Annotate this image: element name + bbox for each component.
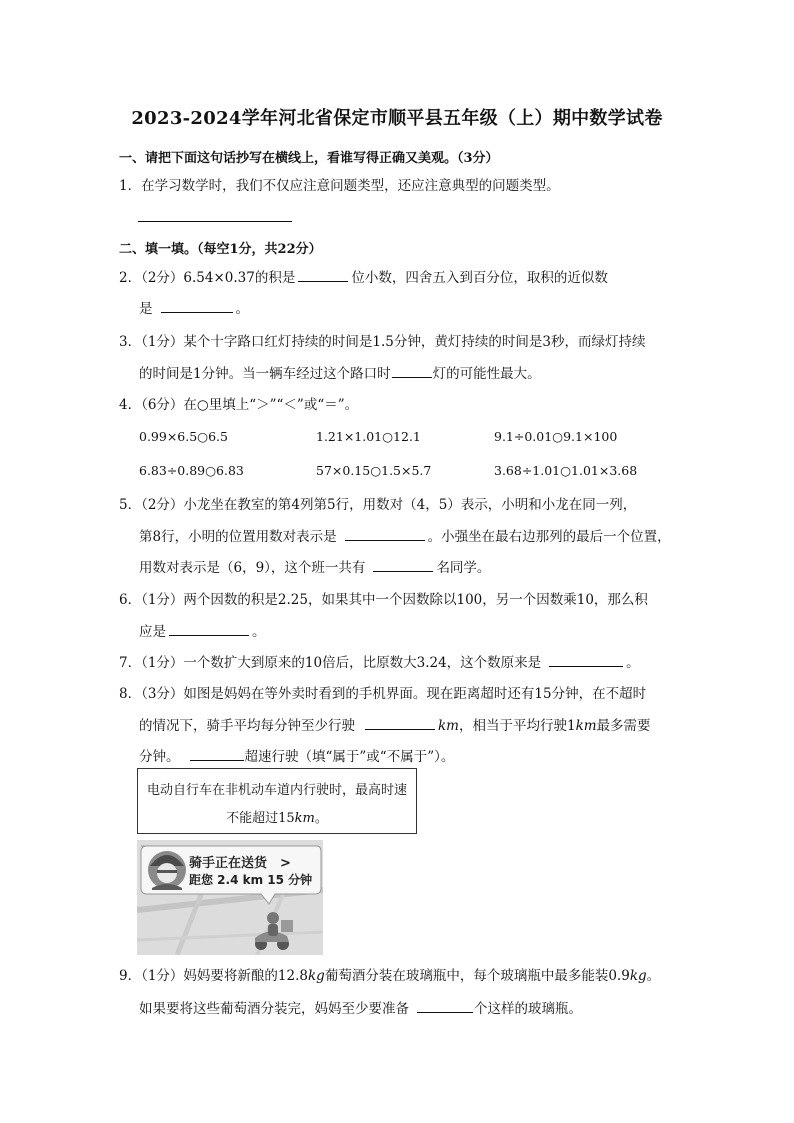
q9-text-e: 。 xyxy=(646,968,661,984)
notice-line-1: 电动自行车在非机动车道内行驶时，最高时速 xyxy=(146,783,407,798)
question-5-line-3 xyxy=(139,557,490,578)
q8-blank-2[interactable] xyxy=(190,746,244,761)
q8-text-d: ，相当于平均行驶1 xyxy=(458,718,576,734)
q2-text-b: 位小数，四舍五入到百分位，取积的近似数 xyxy=(351,270,608,286)
question-2-line-1 xyxy=(119,267,608,288)
question-1: 1．在学习数学时，我们不仅应注意问题类型，还应注意典型的问题类型。 xyxy=(119,178,560,194)
q8-blank-1[interactable] xyxy=(365,715,435,730)
q3-text-b: 的时间是1分钟。当一辆车经过这个路口时 xyxy=(139,366,391,382)
q7-blank[interactable] xyxy=(549,652,623,667)
question-6-line-1: 6．（1分）两个因数的积是2.25，如果其中一个因数除以100，另一个因数乘10，那么积 xyxy=(119,592,648,608)
delivery-app-screenshot xyxy=(137,840,323,955)
delivery-distance-time: 距您 2.4 km 15 分钟 xyxy=(189,873,313,887)
q7-text-b: 。 xyxy=(626,655,640,671)
q7-text-a: 7．（1分）一个数扩大到原来的10倍后，比原数大3.24，这个数原来是 xyxy=(119,655,542,671)
q2-text-d: 。 xyxy=(235,301,249,317)
question-7 xyxy=(119,652,640,673)
q9-text-f: 如果要将这些葡萄酒分装完，妈妈至少要准备 xyxy=(139,1001,409,1017)
section-1-heading: 一、请把下面这句话抄写在横线上，看谁写得正确又美观。（3分） xyxy=(119,151,499,166)
notice-unit-km: km xyxy=(294,811,315,826)
q9-text-g: 个这样的玻璃瓶。 xyxy=(474,1001,582,1017)
q8-text-g: 分钟。 xyxy=(139,749,180,765)
question-4-heading: 4．（6分）在○里填上“＞”“＜”或“＝”。 xyxy=(119,397,359,413)
question-9-line-2 xyxy=(139,998,582,1019)
question-8-line-1: 8．（3分）如图是妈妈在等外卖时看到的手机界面。现在距离超时还有15分钟，在不超时 xyxy=(119,686,647,702)
q9-unit-kg-2: kg xyxy=(629,968,647,984)
question-5-line-1: 5．（2分）小龙坐在教室的第4列第5行，用数对（4，5）表示，小明和小龙在同一列， xyxy=(119,497,637,513)
q6-text-b: 应是 xyxy=(139,624,166,640)
notice-line-2 xyxy=(138,807,416,826)
compare-item[interactable]: 9.1÷0.01○9.1×100 xyxy=(494,429,618,444)
compare-item[interactable]: 6.83÷0.89○6.83 xyxy=(139,463,244,478)
q5-blank-2[interactable] xyxy=(373,557,433,572)
q8-unit-km: km xyxy=(438,718,459,734)
compare-item[interactable]: 57×0.15○1.5×5.7 xyxy=(316,463,432,478)
q9-unit-kg: kg xyxy=(308,968,325,984)
q5-blank-1[interactable] xyxy=(345,526,425,541)
q8-unit-km-2: km xyxy=(575,718,597,734)
q6-text-c: 。 xyxy=(252,624,266,640)
question-2-line-2 xyxy=(139,298,249,319)
speed-limit-notice xyxy=(137,768,417,834)
section-2-heading: 二、填一填。（每空1分，共22分） xyxy=(119,242,322,257)
question-6-line-2 xyxy=(139,621,266,642)
notice-text-a: 不能超过15 xyxy=(226,811,295,826)
q8-text-b: 的情况下，骑手平均每分钟至少行驶 xyxy=(139,718,355,734)
question-8-line-3 xyxy=(139,746,454,767)
q6-blank[interactable] xyxy=(169,621,249,636)
q5-text-c: 。小强坐在最右边那列的最后一个位置， xyxy=(427,529,671,545)
q8-text-h: 超速行驶（填“属于”或“不属于”）。 xyxy=(244,749,455,765)
q2-blank-2[interactable] xyxy=(161,298,233,313)
compare-item[interactable]: 0.99×6.5○6.5 xyxy=(139,429,228,444)
q9-text-a: 9．（1分）妈妈要将新酿的12.8 xyxy=(119,968,308,984)
question-9-line-1 xyxy=(119,966,660,986)
q2-text-c: 是 xyxy=(139,301,153,317)
question-3-line-2 xyxy=(139,363,541,384)
q3-blank[interactable] xyxy=(392,363,432,378)
compare-item[interactable]: 3.68÷1.01○1.01×3.68 xyxy=(494,463,638,478)
q5-text-d: 用数对表示是（6，9），这个班一共有 xyxy=(139,560,366,576)
question-5-line-2 xyxy=(139,526,671,547)
compare-item[interactable]: 1.21×1.01○12.1 xyxy=(316,429,421,444)
q5-text-e: 名同学。 xyxy=(436,560,491,576)
notice-text-c: 。 xyxy=(314,811,328,826)
q5-text-b: 第8行，小明的位置用数对表示是 xyxy=(139,529,337,545)
q9-text-c: 葡萄酒分装在玻璃瓶中，每个玻璃瓶中最多能装0.9 xyxy=(324,968,630,984)
q2-blank-1[interactable] xyxy=(298,267,348,282)
q8-text-f: 最多需要 xyxy=(596,718,651,734)
page-title: 2023-2024学年河北省保定市顺平县五年级（上）期中数学试卷 xyxy=(131,108,663,129)
q2-text-a: 2．（2分）6.54×0.37的积是 xyxy=(119,270,296,286)
copy-line[interactable] xyxy=(138,207,292,222)
q9-blank[interactable] xyxy=(417,998,473,1013)
delivery-status: 骑手正在送货 > xyxy=(189,856,291,871)
q3-text-c: 灯的可能性最大。 xyxy=(432,366,541,382)
question-3-line-1: 3．（1分）某个十字路口红灯持续的时间是1.5分钟，黄灯持续的时间是3秒，而绿灯持续 xyxy=(119,334,646,350)
question-8-line-2 xyxy=(139,715,651,736)
